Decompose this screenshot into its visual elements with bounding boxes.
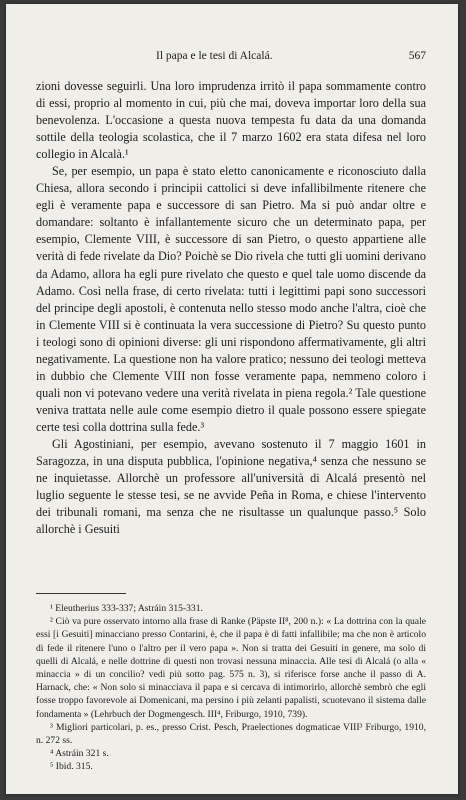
paragraph: Gli Agostiniani, per esempio, avevano sostenuto il 7 maggio 1601 in Saragozza, in una disputa pubblica, l'opinione negativa,⁴ senza che nessuno se ne inquietasse. Allorchè un professore all'università di Alcalá presentò nel luglio seguente le stesse tesi, se ne avvide Peña in Roma, e chiese l'intervento dei tribunali romani, ma senza che ne risultasse un qualunque passo.⁵ Solo allorchè i Gesuiti (36, 436, 426, 537)
footnote: ⁴ Astráin 321 s. (50, 748, 109, 760)
footnotes (36, 602, 426, 774)
page-number: 567 (408, 50, 426, 62)
paragraph: Se, per esempio, un papa è stato eletto canonicamente e riconosciuto dalla Chiesa, allora secondo i principii cattolici si deve infallibilmente ritenere che egli è veramente papa e successore di san Pietro. Ma si può andar oltre e domandare: soltanto è infallantemente sicuro che un determinato papa, per esempio, Clemente VIII, è successore di san Pietro, o questo appartiene alle verità di fede rivelate da Dio? Poichè se Dio rivela che tutti gli uomini derivano da Adamo, allora ha egli pure rivelato che questo e quel tale uomo discende da Adamo. Così nella frase, di certo rivelata: tutti i legittimi papi sono successori del principe degli apostoli, è contenuta nello stesso modo anche l'altra, cioè che in Clemente VIII si è continuata la vera successione di Pietro? Su questo punto i teologi sono di opinioni diverse: gli uni rispondono affermativamente, gli altri negativamente. La questione non ha valore pratico; nessuno dei teologi metteva in dubbio che Clemente VIII non fosse veramente papa, nemmeno coloro i quali non vi potevano vedere una verità rivelata in piena regola.² Tale questione veniva trattata nelle aule come esempio dietro il quale possono essere spiegate certe tesi colla dottrina sulla fede.³ (36, 164, 426, 434)
book-page (6, 4, 458, 794)
footnote: ³ Migliori particolari, p. es., presso Crist. Pesch, Praelectiones dogmaticae VIII³ Friburgo, 1910, n. 272 ss. (36, 721, 426, 747)
running-head (36, 50, 426, 66)
footnote: ⁵ Ibid. 315. (50, 761, 93, 773)
footnote: ¹ Eleutherius 333-337; Astráin 315-331. (50, 603, 203, 614)
running-title: Il papa e le tesi di Alcalá. (156, 50, 273, 62)
main-text (36, 78, 426, 538)
paragraph: zioni dovesse seguirli. Una loro imprudenza irritò il papa sommamente contro di essi, proprio al momento in cui, più che mai, doveva importar loro della sua benevolenza. L'occasione a questa nuova tempesta fu data da una domanda sottile della teologia scolastica, che il 7 marzo 1602 era stata difesa nel loro collegio in Alcalà.¹ (36, 79, 426, 162)
footnote-separator (36, 593, 126, 594)
footnote: ² Ciò va pure osservato intorno alla frase di Ranke (Päpste II⁸, 200 n.): « La dottrina con la quale essi [i Gesuiti] minacciano presso Contarini, è, che il papa è di fatti infallibile; ma che non è articolo di fede il ritenere l'uno o l'altro per il vero papa ». Non si tratta dei Gesuiti in genere, ma solo di quelli di Alcalá, e nelle dottrine di questi non trovasi nessuna minaccia. Alle tesi di Alcalá (o alla « minaccia » di un concilio? vedi più sotto pag. 575 n. 3), si riferisce forse anche il passo di A. Harnack, che: « Non solo si minacciava il papa e si cercava di intimorirlo, allorchè sembrò che egli fosse troppo favorevole ai Domenicani, ma persino i più zelanti papalisti, scuotevano il sistema dalle fondamenta » (Lehrbuch der Dogmengesch. III⁴, Friburgo, 1910, 739). (36, 616, 426, 720)
